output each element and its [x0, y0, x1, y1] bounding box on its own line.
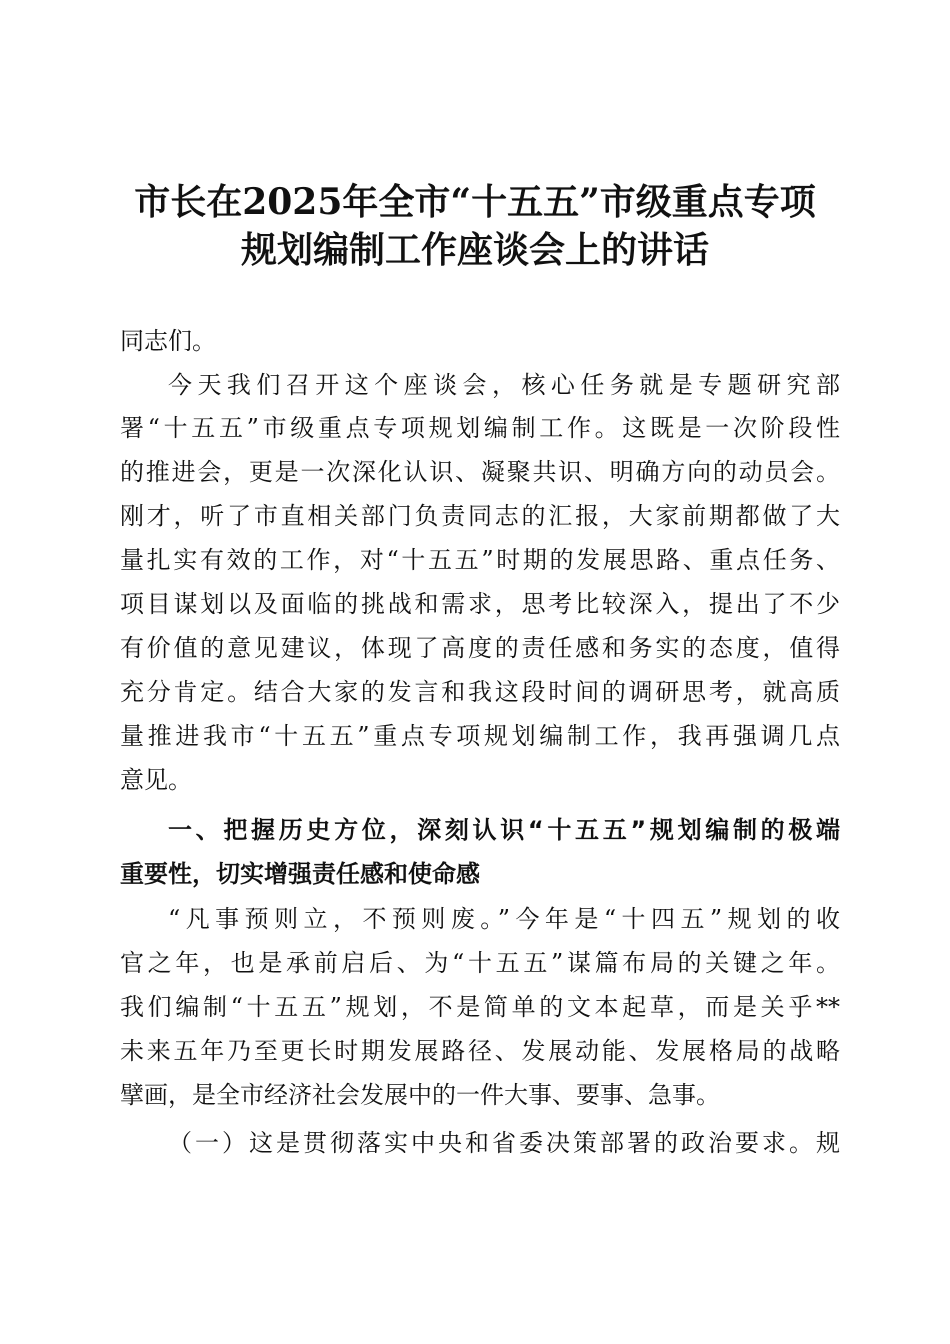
- paragraph-1-line-10: 意见。: [120, 766, 192, 794]
- paragraph-1-line-1: 今天我们召开这个座谈会，核心任务就是专题研究部: [168, 371, 840, 399]
- paragraph-2-line-1: “凡事预则立，不预则废。”今年是“十四五”规划的收: [168, 905, 840, 933]
- paragraph-2-line-2: 官之年，也是承前启后、为“十五五”谋篇布局的关键之年。: [120, 949, 840, 977]
- section-heading-1-line-2: 重要性，切实增强责任感和使命感: [120, 860, 480, 888]
- paragraph-1-line-7: 有价值的意见建议，体现了高度的责任感和务实的态度，值得: [120, 634, 840, 662]
- section-heading-1-line-1: 一、把握历史方位，深刻认识“十五五”规划编制的极端: [168, 816, 840, 844]
- paragraph-3-line-1: （一）这是贯彻落实中央和省委决策部署的政治要求。规: [168, 1129, 840, 1157]
- paragraph-1-line-8: 充分肯定。结合大家的发言和我这段时间的调研思考，就高质: [120, 678, 840, 706]
- document-title-line-2: 规划编制工作座谈会上的讲话: [240, 229, 709, 271]
- paragraph-1-line-9: 量推进我市“十五五”重点专项规划编制工作，我再强调几点: [120, 722, 840, 750]
- paragraph-1-line-3: 的推进会，更是一次深化认识、凝聚共识、明确方向的动员会。: [120, 458, 840, 486]
- paragraph-1-line-4: 刚才，听了市直相关部门负责同志的汇报，大家前期都做了大: [120, 502, 840, 530]
- paragraph-2-line-4: 未来五年乃至更长时期发展路径、发展动能、发展格局的战略: [120, 1037, 840, 1065]
- paragraph-1-line-6: 项目谋划以及面临的挑战和需求，思考比较深入，提出了不少: [120, 590, 840, 618]
- paragraph-1-line-5: 量扎实有效的工作，对“十五五”时期的发展思路、重点任务、: [120, 546, 840, 574]
- paragraph-2-line-3: 我们编制“十五五”规划，不是简单的文本起草，而是关乎**: [120, 993, 840, 1021]
- paragraph-1-line-2: 署“十五五”市级重点专项规划编制工作。这既是一次阶段性: [120, 414, 840, 442]
- document-title-line-1: 市长在2025年全市“十五五”市级重点专项: [134, 181, 816, 223]
- paragraph-2-line-5: 擘画，是全市经济社会发展中的一件大事、要事、急事。: [120, 1081, 720, 1109]
- salutation: 同志们。: [120, 327, 216, 355]
